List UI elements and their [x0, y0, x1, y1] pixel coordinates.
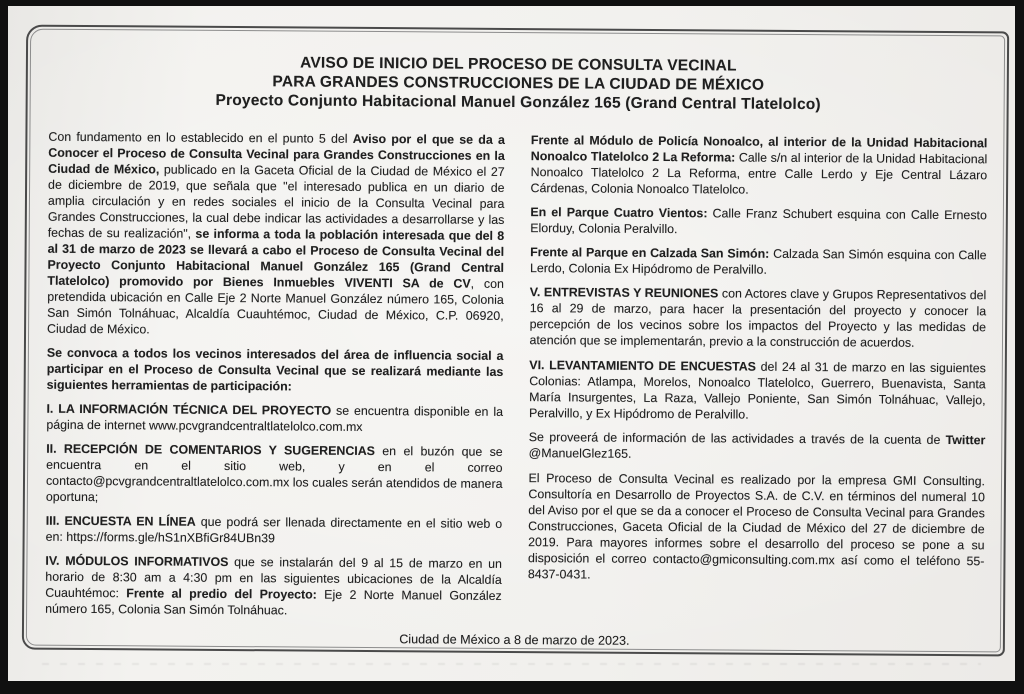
gmi-consulting-paragraph: El Proceso de Consulta Vecinal es realizado por la empresa GMI Consulting. Consultoría en Desarrollo de Proyectos S.A. de C.V. en términos del numeral 10 del Aviso por el que se da a conocer el Proceso de Consulta Vecinal para Grandes Construcciones, Gaceta Oficial de la Ciudad de México del 27 de diciembre de 2019. Para mayores informes sobre el desarrollo del proceso se pone a su disposición el correo contacto@gmiconsulting.com.mx así como el teléfono 55-8437-0431.	[527, 471, 986, 582]
convocation-paragraph: Se convoca a todos los vecinos interesados del área de influencia social a participar en el Proceso de Consulta Vecinal que se realizará mediante las siguientes herramientas de participación:	[46, 345, 504, 394]
notice-outer-rule	[22, 25, 1009, 657]
section-vi-paragraph: VI. LEVANTAMIENTO DE ENCUESTAS del 24 al 31 de marzo en las siguientes Colonias: Atlampa, Morelos, Nonoalco Tlatelolco, Guerrero, Buenavista, Santa María Insurgentes, La Raza, Vallejo Poniente, San Simón Tolnáhuac, Vallejo, Peralvillo, y Ex Hipódromo de Peralvillo.	[528, 358, 986, 422]
section-iii-paragraph: III. ENCUESTA EN LÍNEA que podrá ser llenada directamente en el sitio web o en: https://forms.gle/hS1nXBfiGr84UBn39	[45, 513, 503, 546]
section-i-paragraph: I. LA INFORMACIÓN TÉCNICA DEL PROYECTO se encuentra disponible en la página de internet www.pcvgrandcentraltlatelolco.com.mx	[46, 401, 504, 434]
location-nonoalco-paragraph: Frente al Módulo de Policía Nonoalco, al interior de la Unidad Habitacional Nonoalco Tlatelolco 2 La Reforma: Calle s/n al interior de la Unidad Habitacional Nonoalco Tlatelolco 2 La Reforma, entre Calle Lerdo y Eje Central Lázaro Cárdenas, Colonia Nonoalco Tlatelolco.	[530, 133, 988, 197]
title-line-3: Proyecto Conjunto Habitacional Manuel González 165 (Grand Central Tlatelolco)	[215, 91, 821, 114]
notice-inner-rule	[26, 29, 1005, 653]
notice-title	[49, 52, 988, 116]
title-line-1: AVISO DE INICIO DEL PROCESO DE CONSULTA VECINAL	[300, 54, 737, 75]
location-san-simon-paragraph: Frente al Parque en Calzada San Simón: Calzada San Simón esquina con Calle Lerdo, Colonia Ex Hipódromo de Peralvillo.	[529, 245, 987, 277]
notice-content	[27, 30, 1004, 652]
dateline: Ciudad de México a 8 de marzo de 2023.	[399, 632, 630, 648]
section-iv-paragraph: IV. MÓDULOS INFORMATIVOS que se instalarán del 9 al 15 de marzo en un horario de 8:30 am a 4:30 pm en las siguientes ubicaciones de la Alcaldía Cuauhtémoc: Frente al predio del Proyecto: Eje 2 Norte Manuel González número 165, Colonia San Simón Tolnáhuac.	[45, 553, 502, 618]
title-line-2: PARA GRANDES CONSTRUCCIONES DE LA CIUDAD DE MÉXICO	[272, 73, 765, 94]
section-v-paragraph: V. ENTREVISTAS Y REUNIONES con Actores clave y Grupos Representativos del 16 al 29 de marzo, para hacer la presentación del proyecto y conocer la percepción de los vecinos sobre los impactos del Proyecto y las medidas de atención que se implementarán, previo a la construcción de acuerdos.	[529, 285, 987, 350]
right-column	[527, 132, 987, 631]
location-cuatro-vientos-paragraph: En el Parque Cuatro Vientos: Calle Franz Schubert esquina con Calle Ernesto Elorduy, Colonia Peralvillo.	[530, 205, 987, 237]
intro-paragraph: Con fundamento en lo establecido en el punto 5 del Aviso por el que se da a Conocer el Proceso de Consulta Vecinal para Grandes Construcciones en la Ciudad de México, publicado en la Gaceta Oficial de la Ciudad de México el 27 de diciembre de 2019, que señala que "el interesado publica en un diario de amplia circulación y en redes sociales el inicio de la Consulta Vecinal para Grandes Construcciones, la cual debe indicar las actividades a desarrollarse y las fechas de su realización", se informa a toda la población interesada que del 8 al 31 de marzo de 2023 se llevará a cabo el Proceso de Consulta Vecinal del Proyecto Conjunto Habitacional Manuel González 165 (Grand Central Tlatelolco) promovido por Bienes Inmuebles VIVENTI SA de CV, con pretendida ubicación en Calle Eje 2 Norte Manuel González número 165, Colonia San Simón Tolnáhuac, Alcaldía Cuauhtémoc, Ciudad de México, C.P. 06920, Ciudad de México.	[47, 129, 505, 337]
two-column-body	[45, 129, 987, 632]
section-ii-paragraph: II. RECEPCIÓN DE COMENTARIOS Y SUGERENCIAS en el buzón que se encuentra en el sitio web, y en el correo contacto@pcvgrandcentraltlatelolco.com.mx los cuales serán atendidos de manera oportuna;	[45, 441, 503, 505]
twitter-paragraph: Se proveerá de información de las actividades a través de la cuenta de Twitter @ManuelGlez165.	[528, 430, 986, 461]
left-column	[45, 129, 505, 628]
scanned-newspaper-page	[8, 6, 1015, 681]
